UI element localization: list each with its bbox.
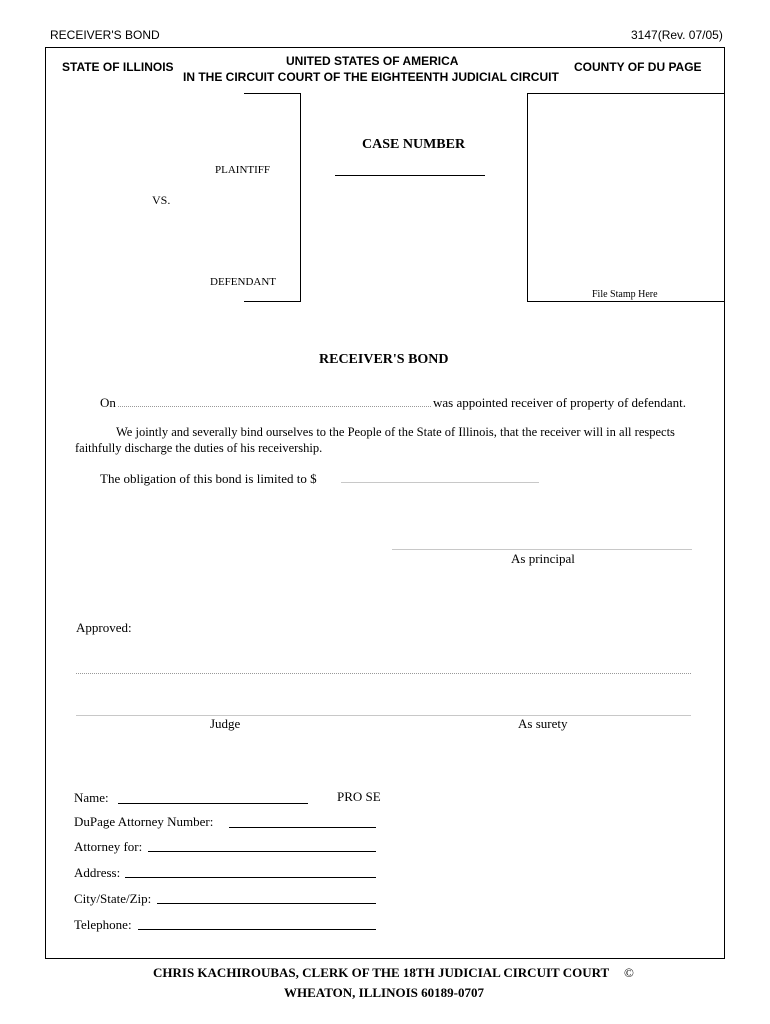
judge-surety-signature-field[interactable]	[76, 715, 691, 716]
attorney-number-field[interactable]	[229, 827, 376, 828]
name-label: Name:	[74, 790, 109, 805]
defendant-label: DEFENDANT	[210, 276, 276, 288]
approved-label: Approved:	[76, 620, 132, 635]
court-name: IN THE CIRCUIT COURT OF THE EIGHTEENTH JUDICIAL CIRCUIT	[183, 70, 559, 84]
county-label: COUNTY OF DU PAGE	[574, 60, 702, 74]
plaintiff-label: PLAINTIFF	[215, 164, 271, 176]
appointed-text: was appointed receiver of property of defendant.	[433, 395, 687, 410]
form-title: RECEIVER'S BOND	[50, 28, 160, 42]
name-field[interactable]	[118, 803, 308, 804]
telephone-label: Telephone:	[74, 917, 132, 932]
country-label: UNITED STATES OF AMERICA	[286, 54, 459, 68]
as-principal-label: As principal	[511, 551, 575, 566]
principal-signature-field[interactable]	[392, 549, 692, 550]
case-number-field[interactable]	[335, 175, 485, 176]
clerk-line: CHRIS KACHIROUBAS, CLERK OF THE 18TH JUDICIAL CIRCUIT COURT	[153, 965, 610, 980]
approval-line[interactable]	[76, 673, 691, 674]
judge-label: Judge	[210, 716, 241, 731]
form-number: 3147(Rev. 07/05)	[631, 28, 723, 42]
pro-se-label: PRO SE	[337, 789, 381, 804]
versus-label: VS.	[152, 193, 171, 207]
case-number-label: CASE NUMBER	[362, 137, 466, 152]
bind-text-line-1: We jointly and severally bind ourselves to the People of the State of Illinois, that the receiver will in all respects	[116, 425, 675, 439]
appointment-date-field[interactable]	[118, 406, 431, 407]
attorney-for-label: Attorney for:	[74, 839, 143, 854]
city-state-zip-field[interactable]	[157, 903, 376, 904]
as-surety-label: As surety	[518, 716, 568, 731]
on-label: On	[100, 395, 116, 410]
clerk-address: WHEATON, ILLINOIS 60189-0707	[284, 985, 484, 1000]
city-state-zip-label: City/State/Zip:	[74, 891, 152, 906]
telephone-field[interactable]	[138, 929, 376, 930]
state-label: STATE OF ILLINOIS	[62, 60, 174, 74]
attorney-number-label: DuPage Attorney Number:	[74, 814, 214, 829]
copyright-icon: ©	[624, 965, 634, 980]
bond-title: RECEIVER'S BOND	[319, 352, 449, 367]
obligation-text: The obligation of this bond is limited to $	[100, 471, 317, 486]
address-field[interactable]	[125, 877, 376, 878]
attorney-for-field[interactable]	[148, 851, 376, 852]
bind-text-line-2: faithfully discharge the duties of his receivership.	[75, 441, 323, 455]
file-stamp-label: File Stamp Here	[592, 289, 658, 300]
obligation-amount-field[interactable]	[341, 482, 539, 483]
address-label: Address:	[74, 865, 121, 880]
